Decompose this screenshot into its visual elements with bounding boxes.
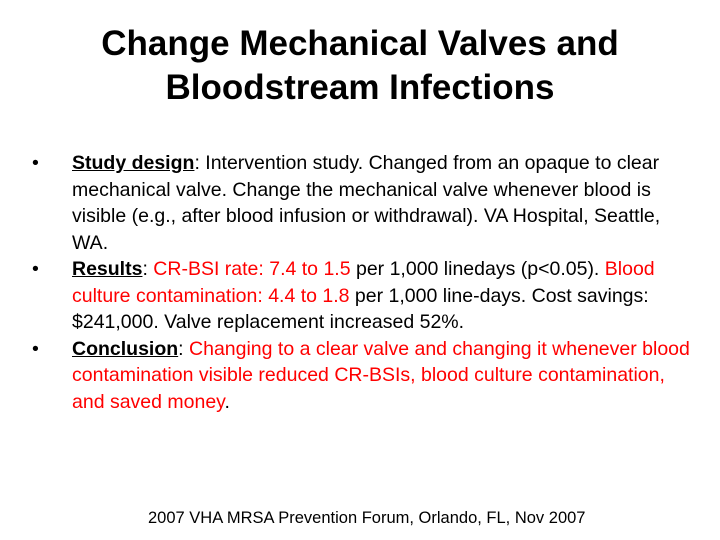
study-design-text: : Intervention study. Changed from an opaque to clear mechanical valve. Change the mechanical valve whenever blood is visible (e.g., after blood infusion or withdrawal). VA Hospital, Seattle, WA. [72,152,661,254]
study-design-label: Study design [72,152,195,174]
bullet-dot-icon: • [32,258,39,280]
bullet-list [30,150,690,415]
conclusion-text-2: . [224,390,230,413]
slide-title [0,22,720,110]
title-line-2: Bloodstream Infections [165,68,555,107]
results-text-2: per 1,000 linedays (p<0.05). [350,258,605,280]
results-label: Results [72,258,143,280]
results-text-3: per 1,000 line-days. Cost savings: $241,000. Valve replacement increased 52%. [72,284,649,333]
bullet-study-design [30,150,690,256]
conclusion-label: Conclusion [72,337,179,360]
results-crbsi-rate: CR-BSI rate: 7.4 to 1.5 [153,258,351,280]
footer-citation: 2007 VHA MRSA Prevention Forum, Orlando, FL, Nov 2007 [148,509,586,527]
title-line-1: Change Mechanical Valves and [101,24,619,63]
conclusion-highlight: Changing to a clear valve and changing it whenever blood contamination visible reduced CR-BSIs, blood culture contamination, and saved money [72,337,690,413]
bullet-dot-icon: • [32,152,39,174]
results-contamination-rate: Blood culture contamination: 4.4 to 1.8 [72,258,655,307]
results-text-1: : [142,258,154,280]
bullet-results [30,256,690,336]
bullet-dot-icon: • [32,337,39,360]
conclusion-text-1: : [178,337,190,360]
bullet-conclusion [30,336,690,416]
